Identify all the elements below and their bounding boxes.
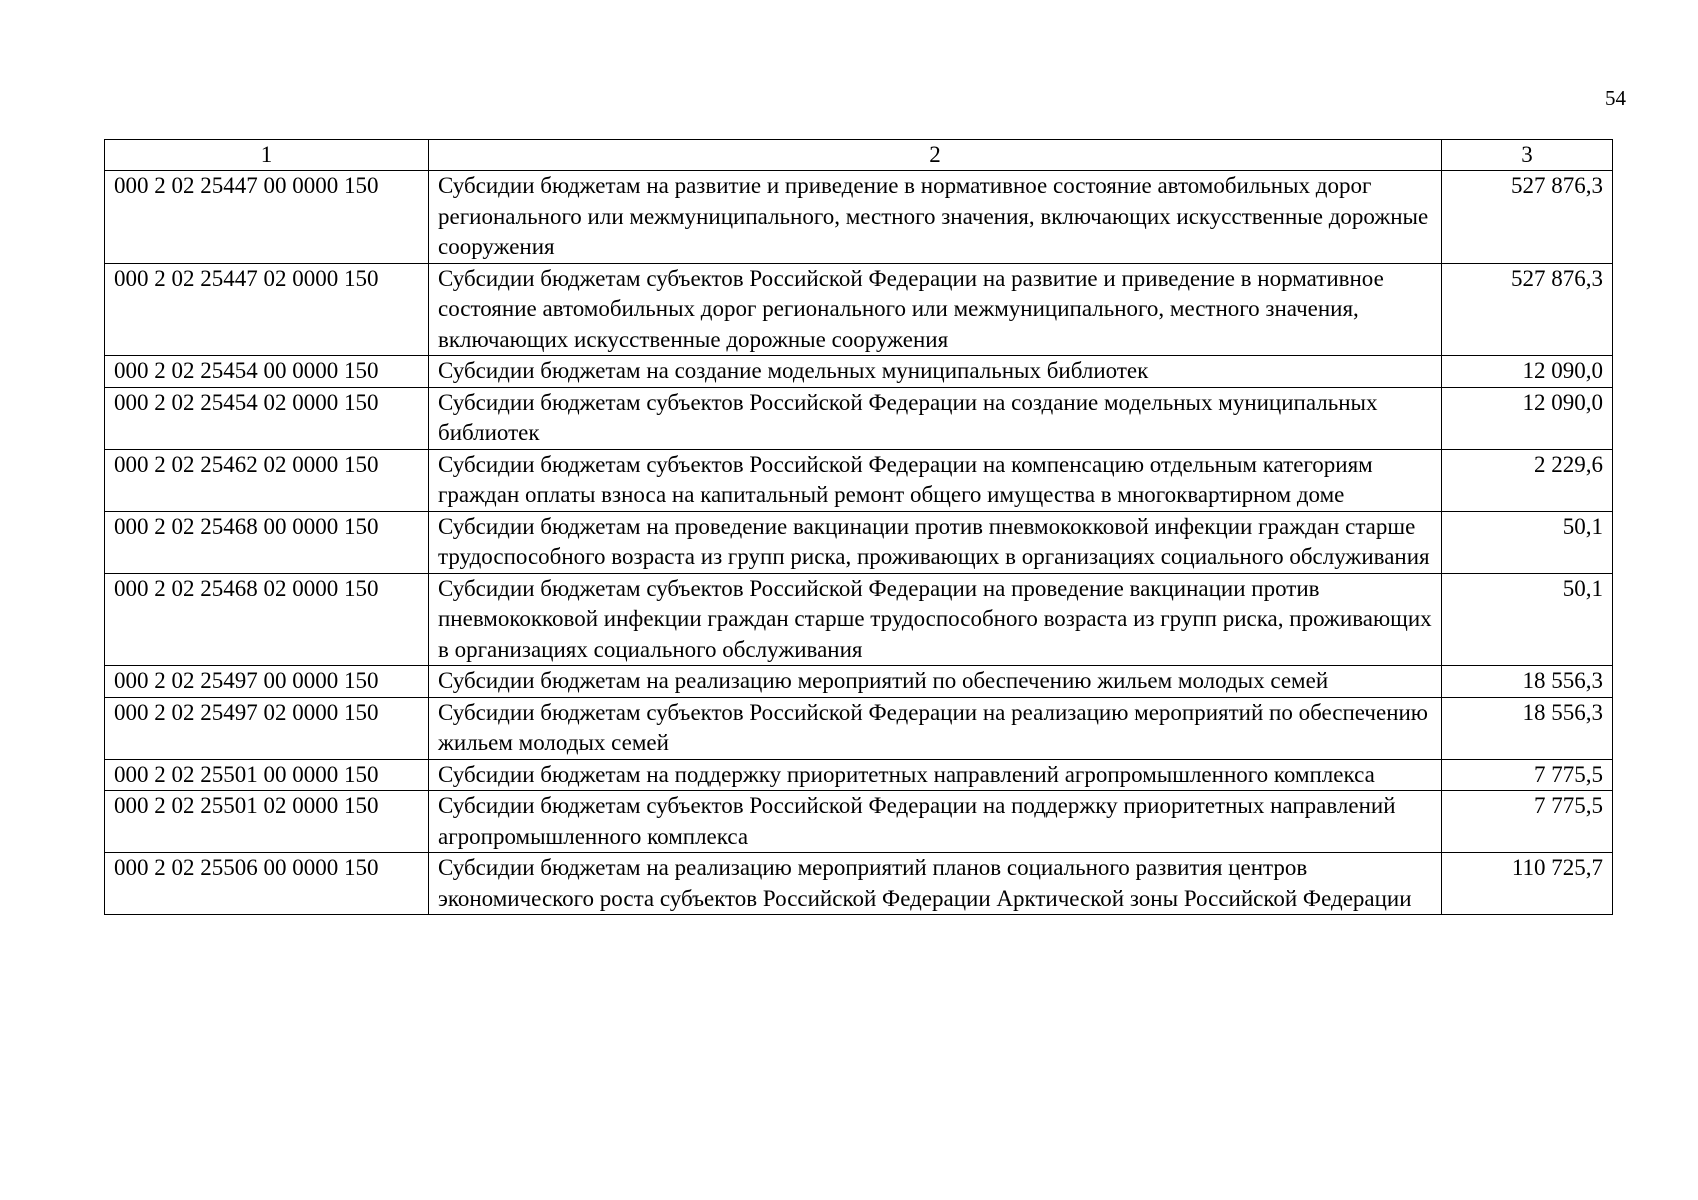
table-row [105, 853, 1613, 915]
amount-cell: 7 775,5 [1442, 759, 1613, 791]
table-row [105, 263, 1613, 356]
description-cell: Субсидии бюджетам на создание модельных муниципальных библиотек [429, 356, 1442, 388]
amount-cell: 527 876,3 [1442, 171, 1613, 264]
table-row [105, 356, 1613, 388]
budget-code-cell: 000 2 02 25462 02 0000 150 [105, 449, 429, 511]
header-col-2: 2 [429, 140, 1442, 171]
description-cell: Субсидии бюджетам субъектов Российской Федерации на создание модельных муниципальных библиотек [429, 387, 1442, 449]
table-header-row [105, 140, 1613, 171]
budget-code-cell: 000 2 02 25447 00 0000 150 [105, 171, 429, 264]
budget-code-cell: 000 2 02 25506 00 0000 150 [105, 853, 429, 915]
description-cell: Субсидии бюджетам субъектов Российской Федерации на развитие и приведение в нормативное состояние автомобильных дорог регионального или межмуниципального, местного значения, включающих искусственные дорожные сооружения [429, 263, 1442, 356]
amount-cell: 18 556,3 [1442, 666, 1613, 698]
table-row [105, 697, 1613, 759]
table-row [105, 666, 1613, 698]
amount-cell: 50,1 [1442, 511, 1613, 573]
description-cell: Субсидии бюджетам на реализацию мероприятий по обеспечению жильем молодых семей [429, 666, 1442, 698]
page-number: 54 [1605, 86, 1626, 110]
budget-code-cell: 000 2 02 25468 00 0000 150 [105, 511, 429, 573]
budget-table [104, 139, 1613, 915]
header-col-3: 3 [1442, 140, 1613, 171]
budget-code-cell: 000 2 02 25497 00 0000 150 [105, 666, 429, 698]
description-cell: Субсидии бюджетам на проведение вакцинации против пневмококковой инфекции граждан старше трудоспособного возраста из групп риска, проживающих в организациях социального обслуживания [429, 511, 1442, 573]
budget-code-cell: 000 2 02 25454 00 0000 150 [105, 356, 429, 388]
description-cell: Субсидии бюджетам субъектов Российской Федерации на реализацию мероприятий по обеспечению жильем молодых семей [429, 697, 1442, 759]
table-row [105, 759, 1613, 791]
amount-cell: 2 229,6 [1442, 449, 1613, 511]
header-col-1: 1 [105, 140, 429, 171]
table-row [105, 387, 1613, 449]
description-cell: Субсидии бюджетам субъектов Российской Федерации на компенсацию отдельным категориям граждан оплаты взноса на капитальный ремонт общего имущества в многоквартирном доме [429, 449, 1442, 511]
description-cell: Субсидии бюджетам на реализацию мероприятий планов социального развития центров экономического роста субъектов Российской Федерации Арктической зоны Российской Федерации [429, 853, 1442, 915]
table-row [105, 171, 1613, 264]
budget-code-cell: 000 2 02 25447 02 0000 150 [105, 263, 429, 356]
description-cell: Субсидии бюджетам субъектов Российской Федерации на проведение вакцинации против пневмококковой инфекции граждан старше трудоспособного возраста из групп риска, проживающих в организациях социального обслуживания [429, 573, 1442, 666]
budget-code-cell: 000 2 02 25468 02 0000 150 [105, 573, 429, 666]
description-cell: Субсидии бюджетам на развитие и приведение в нормативное состояние автомобильных дорог регионального или межмуниципального, местного значения, включающих искусственные дорожные сооружения [429, 171, 1442, 264]
budget-code-cell: 000 2 02 25497 02 0000 150 [105, 697, 429, 759]
amount-cell: 50,1 [1442, 573, 1613, 666]
amount-cell: 18 556,3 [1442, 697, 1613, 759]
table-row [105, 449, 1613, 511]
amount-cell: 12 090,0 [1442, 387, 1613, 449]
amount-cell: 12 090,0 [1442, 356, 1613, 388]
description-cell: Субсидии бюджетам на поддержку приоритетных направлений агропромышленного комплекса [429, 759, 1442, 791]
budget-code-cell: 000 2 02 25501 02 0000 150 [105, 791, 429, 853]
amount-cell: 110 725,7 [1442, 853, 1613, 915]
description-cell: Субсидии бюджетам субъектов Российской Федерации на поддержку приоритетных направлений агропромышленного комплекса [429, 791, 1442, 853]
amount-cell: 527 876,3 [1442, 263, 1613, 356]
table-row [105, 511, 1613, 573]
budget-code-cell: 000 2 02 25501 00 0000 150 [105, 759, 429, 791]
table-row [105, 573, 1613, 666]
amount-cell: 7 775,5 [1442, 791, 1613, 853]
budget-code-cell: 000 2 02 25454 02 0000 150 [105, 387, 429, 449]
table-row [105, 791, 1613, 853]
